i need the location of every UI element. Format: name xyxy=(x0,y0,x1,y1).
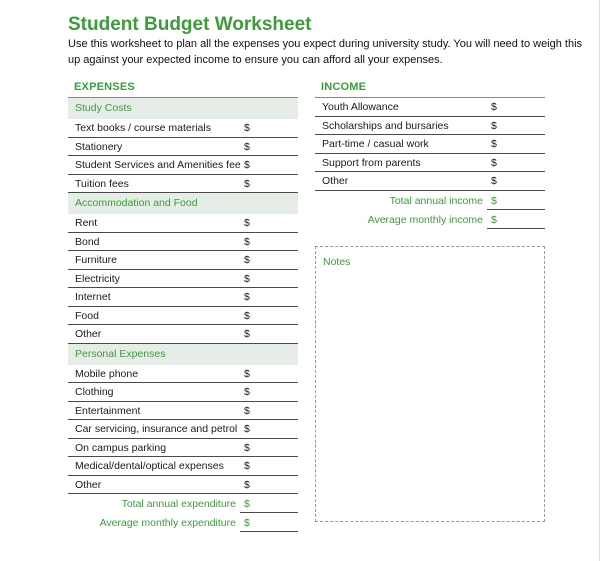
income-label: Scholarships and bursaries xyxy=(322,119,449,132)
total-annual-expenditure-row xyxy=(68,494,298,513)
notes-label: Notes xyxy=(323,256,351,268)
dollar-sign: $ xyxy=(244,291,250,303)
accommodation-heading: Accommodation and Food xyxy=(68,193,298,214)
expense-label: Text books / course materials xyxy=(75,122,211,134)
average-monthly-expenditure-row xyxy=(68,513,298,532)
income-label: Youth Allowance xyxy=(322,101,399,113)
expenses-column xyxy=(68,78,298,532)
income-row[interactable] xyxy=(315,98,545,117)
dollar-sign: $ xyxy=(244,159,250,171)
expense-label: Mobile phone xyxy=(75,367,139,380)
income-label: Support from parents xyxy=(322,156,421,169)
dollar-sign: $ xyxy=(491,156,497,169)
dollar-sign: $ xyxy=(244,309,250,322)
expense-label: Food xyxy=(75,309,99,322)
income-row[interactable] xyxy=(315,172,545,191)
dollar-sign: $ xyxy=(244,122,250,134)
dollar-sign: $ xyxy=(244,367,250,380)
dollar-sign: $ xyxy=(491,194,497,207)
total-annual-income-label: Total annual income xyxy=(389,194,483,207)
expense-label: Internet xyxy=(75,291,111,303)
dollar-sign: $ xyxy=(244,386,250,398)
expense-label: Clothing xyxy=(75,386,114,398)
income-row[interactable] xyxy=(315,154,545,173)
dollar-sign: $ xyxy=(244,423,250,435)
average-monthly-expenditure-label: Average monthly expenditure xyxy=(99,517,236,529)
dollar-sign: $ xyxy=(244,517,250,529)
dollar-sign: $ xyxy=(244,460,250,472)
expense-label: Furniture xyxy=(75,254,118,266)
total-annual-expenditure-label: Total annual expenditure xyxy=(121,498,236,510)
dollar-sign: $ xyxy=(244,272,250,285)
dollar-sign: $ xyxy=(244,217,250,229)
dollar-sign: $ xyxy=(244,328,250,340)
income-label: Part-time / casual work xyxy=(322,138,429,150)
expense-label: Electricity xyxy=(75,272,120,285)
total-annual-income-row xyxy=(315,191,545,210)
expense-row[interactable] xyxy=(68,476,298,495)
dollar-sign: $ xyxy=(491,175,497,187)
expense-label: Medical/dental/optical expenses xyxy=(75,460,224,472)
expense-label: Other xyxy=(75,478,102,491)
income-heading: INCOME xyxy=(315,78,545,98)
notes-box[interactable] xyxy=(315,246,545,522)
expense-row[interactable] xyxy=(68,119,298,138)
expense-row[interactable] xyxy=(68,439,298,458)
expense-label: On campus parking xyxy=(75,441,167,454)
expense-row[interactable] xyxy=(68,383,298,402)
dollar-sign: $ xyxy=(491,213,497,226)
dollar-sign: $ xyxy=(244,140,250,153)
dollar-sign: $ xyxy=(244,254,250,266)
expense-row[interactable] xyxy=(68,175,298,194)
total-annual-income-field[interactable] xyxy=(487,191,545,210)
dollar-sign: $ xyxy=(244,177,250,190)
income-row[interactable] xyxy=(315,117,545,136)
expense-row[interactable] xyxy=(68,325,298,344)
total-annual-expenditure-field[interactable] xyxy=(240,494,298,513)
expense-row[interactable] xyxy=(68,156,298,175)
expense-label: Student Services and Amenities fee xyxy=(75,159,241,171)
dollar-sign: $ xyxy=(491,138,497,150)
expenses-heading: EXPENSES xyxy=(68,78,298,98)
expense-row[interactable] xyxy=(68,420,298,439)
expense-label: Bond xyxy=(75,235,100,248)
dollar-sign: $ xyxy=(244,441,250,454)
average-monthly-income-row xyxy=(315,210,545,229)
personal-expenses-heading: Personal Expenses xyxy=(68,344,298,365)
expense-label: Rent xyxy=(75,217,98,229)
expense-row[interactable] xyxy=(68,138,298,157)
dollar-sign: $ xyxy=(244,404,250,417)
expense-row[interactable] xyxy=(68,270,298,289)
expense-label: Tuition fees xyxy=(75,177,129,190)
income-column xyxy=(315,78,545,229)
expense-label: Entertainment xyxy=(75,404,141,417)
average-monthly-income-label: Average monthly income xyxy=(367,213,483,226)
expense-label: Car servicing, insurance and petrol xyxy=(75,423,238,435)
income-row[interactable] xyxy=(315,135,545,154)
average-monthly-expenditure-field[interactable] xyxy=(240,513,298,532)
expense-label: Other xyxy=(75,328,102,340)
expense-row[interactable] xyxy=(68,307,298,326)
income-label: Other xyxy=(322,175,349,187)
expense-row[interactable] xyxy=(68,214,298,233)
average-monthly-income-field[interactable] xyxy=(487,210,545,229)
expense-row[interactable] xyxy=(68,233,298,252)
expense-row[interactable] xyxy=(68,402,298,421)
dollar-sign: $ xyxy=(244,478,250,491)
expense-row[interactable] xyxy=(68,251,298,270)
expense-label: Stationery xyxy=(75,140,123,153)
dollar-sign: $ xyxy=(244,498,250,510)
page-title: Student Budget Worksheet xyxy=(68,14,312,35)
study-costs-heading: Study Costs xyxy=(68,98,298,119)
dollar-sign: $ xyxy=(491,119,497,132)
expense-row[interactable] xyxy=(68,365,298,384)
expense-row[interactable] xyxy=(68,457,298,476)
dollar-sign: $ xyxy=(491,101,497,113)
expense-row[interactable] xyxy=(68,288,298,307)
intro-text: Use this worksheet to plan all the expenses you expect during university study. You will need to weigh this up against your expected income to ensure you can afford all your expenses. xyxy=(68,38,583,66)
dollar-sign: $ xyxy=(244,235,250,248)
